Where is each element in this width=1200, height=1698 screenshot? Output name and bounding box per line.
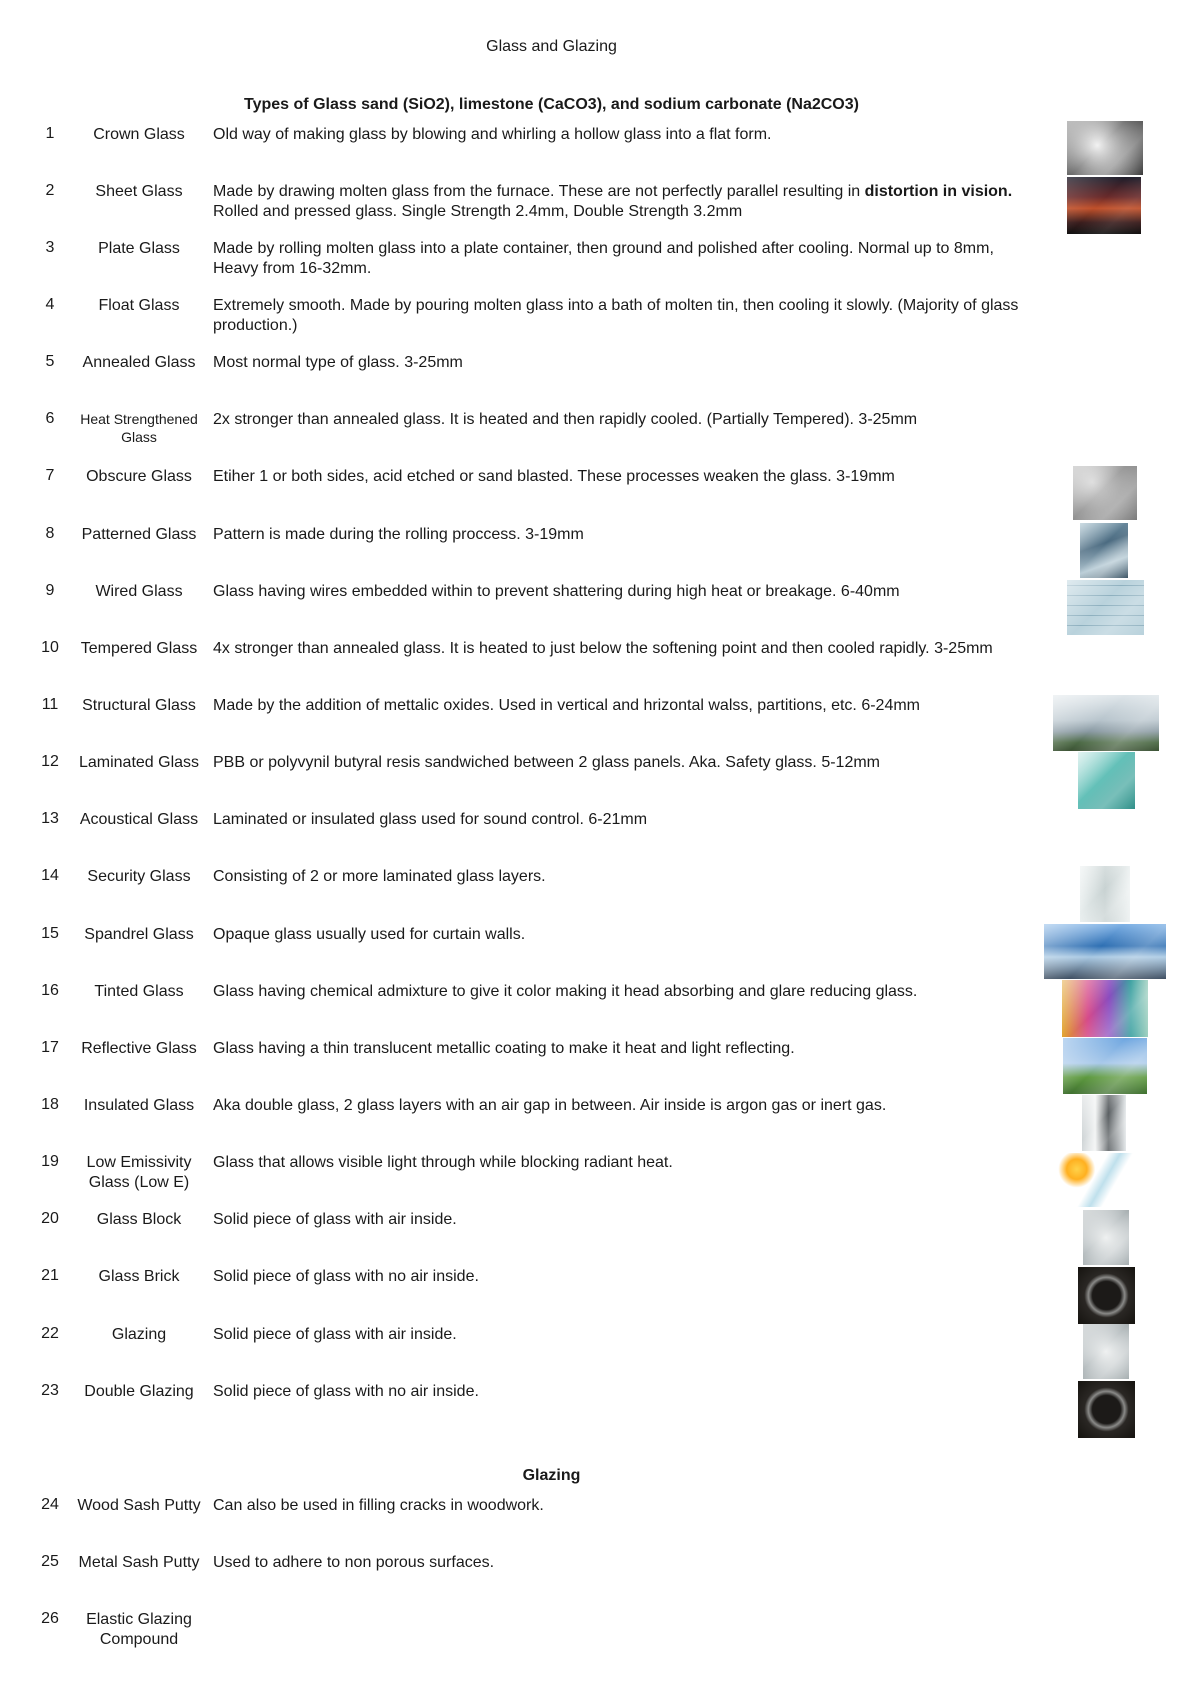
low-e-glass-diagram (1058, 1153, 1152, 1207)
spandrel-glass-photo (1044, 924, 1166, 979)
item-number: 12 (41, 753, 59, 770)
item-description: 4x stronger than annealed glass. It is heated to just below the softening point and then cooled rapidly. 3-25mm (213, 640, 993, 657)
item-number: 2 (45, 182, 55, 199)
item-number: 24 (41, 1496, 59, 1513)
item-number: 7 (45, 467, 55, 484)
item-term: Annealed Glass (82, 354, 196, 371)
item-number: 4 (45, 296, 55, 313)
item-term: Tempered Glass (80, 640, 198, 657)
item-term: Wood Sash Putty (77, 1497, 201, 1514)
item-description: Glass having chemical admixture to give it color making it head absorbing and glare reducing glass. (213, 983, 918, 1000)
item-term: Heat Strengthened Glass (80, 411, 198, 445)
security-glass-photo (1080, 866, 1130, 922)
item-term: Laminated Glass (78, 754, 200, 771)
crown-glass-photo (1067, 121, 1143, 175)
tinted-glass-photo (1062, 980, 1148, 1037)
glass-brick-photo (1078, 1267, 1135, 1324)
item-number: 21 (41, 1267, 59, 1284)
item-term: Tinted Glass (94, 983, 184, 1000)
item-number: 25 (41, 1553, 59, 1570)
item-description: Most normal type of glass. 3-25mm (213, 354, 463, 371)
item-description: Glass having wires embedded within to prevent shattering during high heat or breakage. 6-40mm (213, 583, 900, 600)
item-term: Patterned Glass (81, 526, 197, 543)
item-description: Solid piece of glass with air inside. (213, 1211, 457, 1228)
item-term: Crown Glass (93, 126, 185, 143)
item-term: Sheet Glass (95, 183, 183, 200)
glass-block-photo (1083, 1324, 1129, 1379)
laminated-glass-photo (1078, 752, 1135, 809)
glass-block-photo (1083, 1210, 1129, 1265)
item-term: Glazing (111, 1326, 167, 1343)
item-number: 10 (41, 639, 59, 656)
types-heading: Types of Glass sand (SiO2), limestone (CaCO3), and sodium carbonate (Na2CO3) (244, 96, 859, 113)
item-number: 18 (41, 1096, 59, 1113)
item-description: Aka double glass, 2 glass layers with an air gap in between. Air inside is argon gas or inert gas. (213, 1097, 887, 1114)
item-description (213, 182, 1033, 222)
item-description: Solid piece of glass with no air inside. (213, 1268, 479, 1285)
insulated-glass-photo (1082, 1095, 1126, 1151)
item-description: Old way of making glass by blowing and whirling a hollow glass into a flat form. (213, 126, 772, 143)
item-description: Solid piece of glass with no air inside. (213, 1383, 479, 1400)
item-term: Low Emissivity Glass (Low E) (86, 1154, 192, 1191)
page-title: Glass and Glazing (486, 38, 617, 55)
item-number: 14 (41, 867, 59, 884)
item-description: Extremely smooth. Made by pouring molten glass into a bath of molten tin, then cooling it slowly. (Majority of glass production.) (213, 297, 1019, 334)
item-description: Solid piece of glass with air inside. (213, 1326, 457, 1343)
item-number: 8 (45, 525, 55, 542)
item-term: Float Glass (98, 297, 180, 314)
item-description: Made by the addition of mettalic oxides. Used in vertical and hrizontal walss, partitions, etc. 6-24mm (213, 697, 920, 714)
glazing-heading: Glazing (522, 1467, 581, 1484)
item-description: Made by rolling molten glass into a plate container, then ground and polished after cooling. Normal up to 8mm, Heavy from 16-32mm. (213, 240, 994, 277)
item-description: Glass that allows visible light through while blocking radiant heat. (213, 1154, 673, 1171)
item-term: Glass Brick (98, 1268, 180, 1285)
item-description: Pattern is made during the rolling proccess. 3-19mm (213, 526, 584, 543)
item-description: Glass having a thin translucent metallic coating to make it heat and light reflecting. (213, 1040, 795, 1057)
obscure-glass-photo (1073, 466, 1137, 520)
wired-glass-photo (1067, 580, 1144, 635)
structural-glass-photo (1053, 695, 1159, 751)
desc-text: Made by drawing molten glass from the furnace. These are not perfectly parallel resulting in (213, 183, 865, 200)
item-term: Insulated Glass (83, 1097, 195, 1114)
item-term: Acoustical Glass (79, 811, 199, 828)
item-term: Reflective Glass (81, 1040, 197, 1057)
item-description: Etiher 1 or both sides, acid etched or sand blasted. These processes weaken the glass. 3-19mm (213, 468, 895, 485)
item-term: Double Glazing (84, 1383, 194, 1400)
item-term: Metal Sash Putty (78, 1554, 200, 1571)
item-number: 23 (41, 1382, 59, 1399)
item-number: 26 (41, 1610, 59, 1627)
item-number: 22 (41, 1325, 59, 1342)
item-number: 19 (41, 1153, 59, 1170)
item-description: Consisting of 2 or more laminated glass layers. (213, 868, 546, 885)
sheet-glass-photo (1067, 177, 1141, 234)
patterned-glass-photo (1080, 523, 1128, 578)
item-number: 9 (45, 582, 55, 599)
item-term: Wired Glass (95, 583, 183, 600)
item-number: 17 (41, 1039, 59, 1056)
item-number: 15 (41, 925, 59, 942)
item-term: Security Glass (87, 868, 191, 885)
item-number: 20 (41, 1210, 59, 1227)
item-number: 13 (41, 810, 59, 827)
item-description: Can also be used in filling cracks in woodwork. (213, 1497, 544, 1514)
item-term: Spandrel Glass (84, 926, 194, 943)
item-number: 11 (41, 696, 59, 713)
glass-brick-photo (1078, 1381, 1135, 1438)
item-term: Glass Block (96, 1211, 182, 1228)
item-number: 1 (45, 125, 55, 142)
desc-emphasis: distortion in vision. (864, 183, 1013, 200)
item-number: 5 (45, 353, 55, 370)
item-term: Elastic Glazing Compound (86, 1611, 192, 1648)
item-number: 16 (41, 982, 59, 999)
item-description: Used to adhere to non porous surfaces. (213, 1554, 495, 1571)
item-description: Opaque glass usually used for curtain walls. (213, 926, 526, 943)
item-term: Structural Glass (82, 697, 196, 714)
desc-text: Rolled and pressed glass. Single Strength 2.4mm, Double Strength 3.2mm (213, 203, 743, 220)
item-description: 2x stronger than annealed glass. It is heated and then rapidly cooled. (Partially Tempered). 3-25mm (213, 411, 918, 428)
item-number: 6 (45, 410, 55, 427)
item-term: Plate Glass (98, 240, 180, 257)
item-description: Laminated or insulated glass used for sound control. 6-21mm (213, 811, 648, 828)
item-term: Obscure Glass (86, 468, 192, 485)
item-number: 3 (45, 239, 55, 256)
reflective-glass-photo (1063, 1038, 1147, 1094)
item-description: PBB or polyvynil butyral resis sandwiched between 2 glass panels. Aka. Safety glass. 5-12mm (213, 754, 880, 771)
